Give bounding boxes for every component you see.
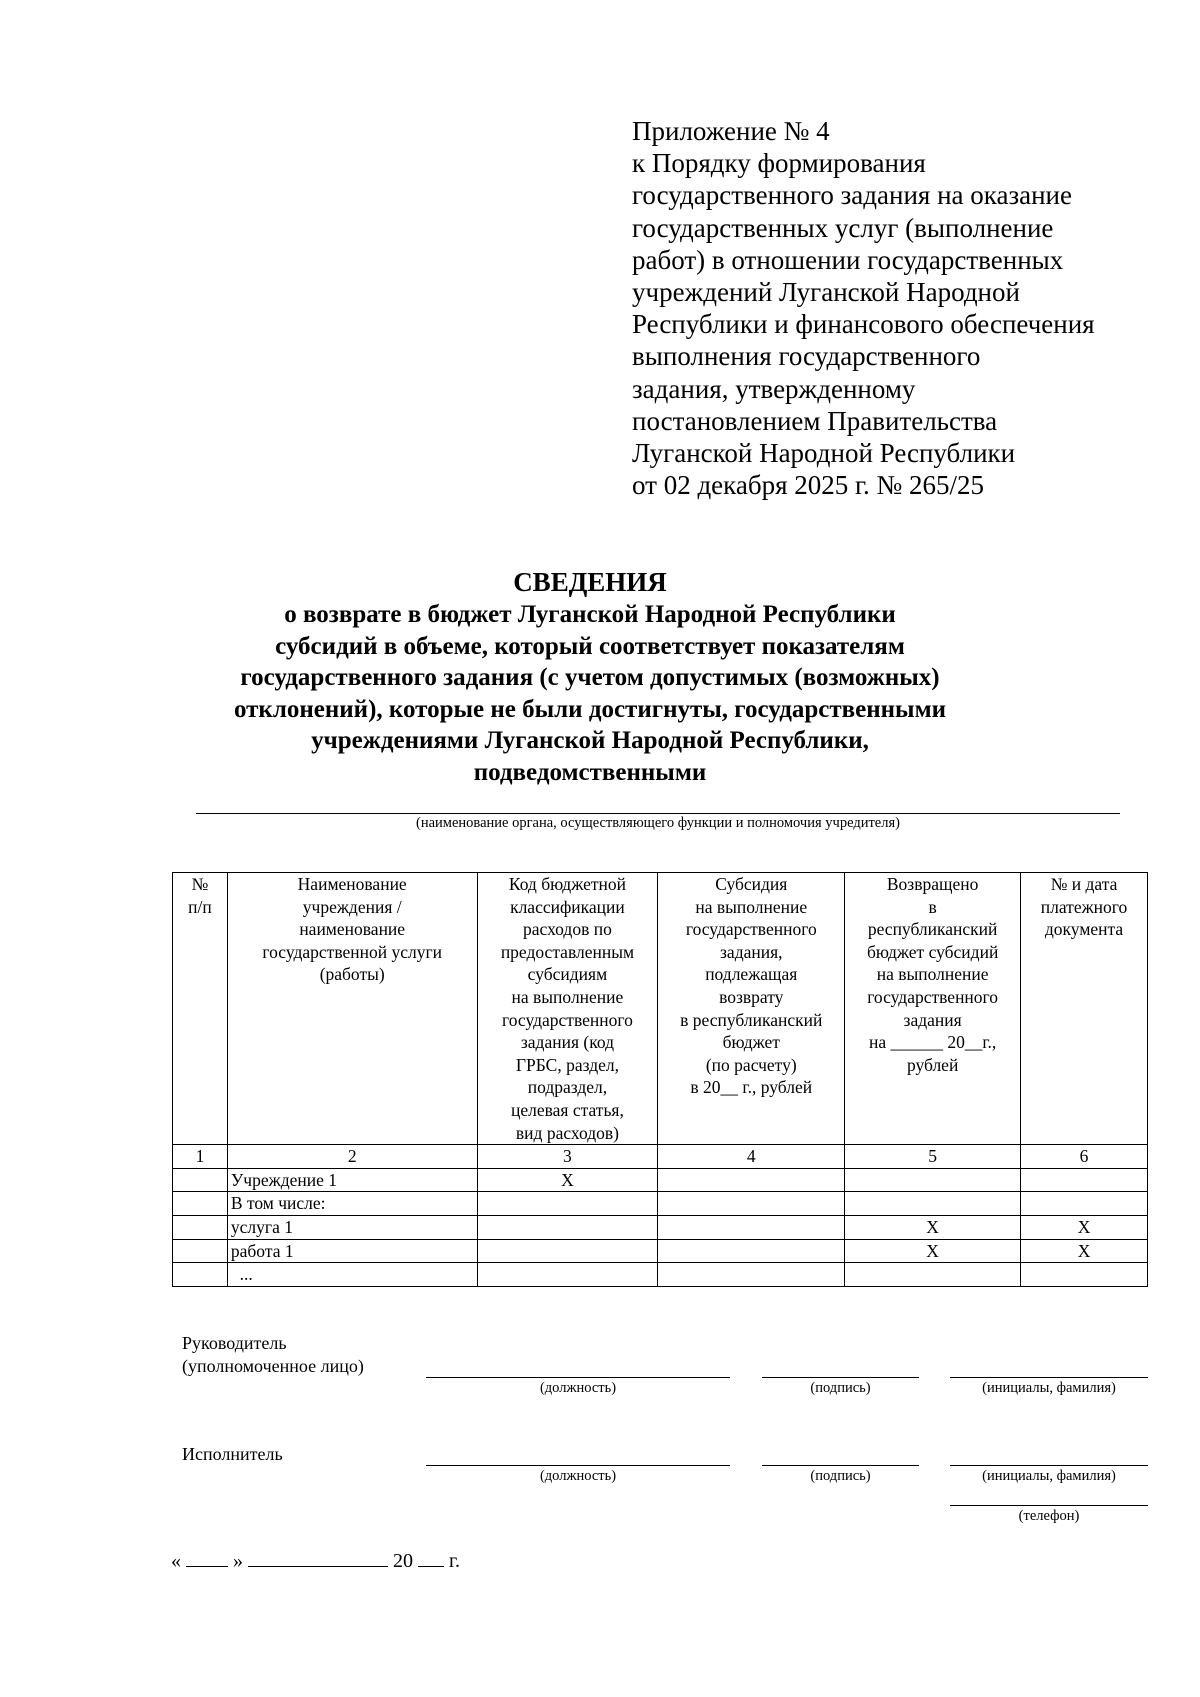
appendix-line: постановлением Правительства [632,405,998,436]
date-year-suffix: г. [449,1550,460,1572]
column-number-row [173,1145,1148,1169]
returns-table [172,872,1148,1287]
head-label-sub: (уполномоченное лицо) [182,1356,364,1376]
executor-name-caption: (инициалы, фамилия) [982,1468,1116,1484]
column-number: 3 [477,1145,658,1169]
head-position-line[interactable] [426,1377,730,1378]
table-cell[interactable] [845,1168,1021,1192]
appendix-line: от 02 декабря 2025 г. № 265/25 [632,470,985,501]
table-cell[interactable] [658,1192,845,1216]
title-line: подведомственными [473,758,707,786]
table-cell[interactable]: ... [227,1263,477,1287]
table-cell[interactable] [477,1263,658,1287]
head-signature-caption: (подпись) [810,1380,871,1396]
header-cell-budget-code: Код бюджетной классификации расходов по предоставленным субсидиям на выполнение государственного задания (код ГРБС, раздел, подраздел, целевая статья, вид расходов) [477,873,658,1145]
founder-caption: (наименование органа, осуществляющего функции и полномочия учредителя) [416,815,900,831]
table-cell[interactable] [173,1239,228,1263]
appendix-line: работ) в отношении государственных [632,244,1064,275]
head-name-caption: (инициалы, фамилия) [982,1380,1116,1396]
title-line: отклонений), которые не были достигнуты, государственными [233,695,947,723]
table-cell[interactable] [173,1192,228,1216]
executor-phone-caption: (телефон) [1018,1508,1080,1524]
head-name-line[interactable] [950,1377,1148,1378]
appendix-line: выполнения государственного [632,341,981,372]
date-day-field[interactable] [186,1550,228,1567]
table-row [173,1215,1148,1239]
executor-name-line[interactable] [950,1465,1148,1466]
appendix-line: к Порядку формирования [632,148,926,179]
title-heading: СВЕДЕНИЯ [513,567,667,597]
appendix-line: государственных услуг (выполнение [632,212,1054,243]
table-cell[interactable] [477,1239,658,1263]
table-cell[interactable]: Учреждение 1 [227,1168,477,1192]
table-cell[interactable]: В том числе: [227,1192,477,1216]
founder-input-line[interactable] [196,813,1120,814]
executor-phone-line[interactable] [950,1505,1148,1506]
table-cell[interactable] [1021,1263,1148,1287]
appendix-line: Луганской Народной Республики [632,438,1016,469]
appendix-line: Приложение № 4 [632,116,830,146]
header-cell-number: № п/п [173,873,228,1145]
executor-label: Исполнитель [182,1444,283,1464]
date-open-quote: « [171,1550,181,1572]
table-row [173,1168,1148,1192]
column-number: 6 [1021,1145,1148,1169]
appendix-line: задания, утвержденному [632,373,916,404]
date-month-field[interactable] [248,1550,388,1567]
table-cell[interactable]: услуга 1 [227,1215,477,1239]
executor-position-caption: (должность) [539,1468,617,1484]
table-cell[interactable] [658,1263,845,1287]
header-cell-name: Наименование учреждения / наименование государственной услуги (работы) [227,873,477,1145]
table-row [173,1263,1148,1287]
table-cell[interactable] [173,1215,228,1239]
date-close-quote: » [233,1550,243,1572]
header-cell-payment-doc: № и дата платежного документа [1021,873,1148,1145]
header-cell-subsidy: Субсидия на выполнение государственного задания, подлежащая возврату в республиканский бюджет (по расчету) в 20__ г., рублей [658,873,845,1145]
executor-signature-line[interactable] [762,1465,919,1466]
title-line: о возврате в бюджет Луганской Народной Республики [284,601,896,628]
table-cell[interactable]: работа 1 [227,1239,477,1263]
table-cell[interactable] [658,1215,845,1239]
column-number: 5 [845,1145,1021,1169]
table-cell[interactable] [658,1168,845,1192]
title-line: субсидий в объеме, который соответствует показателям [275,632,905,660]
header-cell-returned: Возвращено в республиканский бюджет субсидий на выполнение государственного задания на ______ 20__г., рублей [845,873,1021,1145]
table-row [173,1192,1148,1216]
appendix-block [632,115,1162,501]
title-line: учреждениями Луганской Народной Республики, [311,727,869,754]
head-label: Руководитель [182,1333,287,1353]
date-row [171,1550,460,1573]
table-cell[interactable] [658,1239,845,1263]
executor-position-line[interactable] [426,1465,730,1466]
head-position-caption: (должность) [539,1380,617,1396]
table-cell[interactable] [477,1215,658,1239]
table-header-row [173,873,1148,1145]
table-row [173,1239,1148,1263]
table-cell[interactable]: Х [477,1168,658,1192]
appendix-line: учреждений Луганской Народной [632,277,1020,308]
appendix-line: государственного задания на оказание [632,180,1072,211]
column-number: 1 [173,1145,228,1169]
table-cell[interactable] [1021,1168,1148,1192]
date-year-field[interactable] [418,1550,444,1567]
table-cell[interactable] [173,1263,228,1287]
table-cell[interactable] [477,1192,658,1216]
title-line: государственного задания (с учетом допустимых (возможных) [240,664,940,691]
column-number: 2 [227,1145,477,1169]
table-cell[interactable]: Х [1021,1215,1148,1239]
head-signature-line[interactable] [762,1377,919,1378]
table-cell[interactable] [173,1168,228,1192]
table-cell[interactable] [845,1192,1021,1216]
table-cell[interactable]: Х [1021,1239,1148,1263]
executor-signature-caption: (подпись) [810,1468,871,1484]
table-cell[interactable] [1021,1192,1148,1216]
appendix-line: Республики и финансового обеспечения [632,309,1095,340]
table-cell[interactable] [845,1263,1021,1287]
table-cell[interactable]: Х [845,1215,1021,1239]
column-number: 4 [658,1145,845,1169]
table-cell[interactable]: Х [845,1239,1021,1263]
date-year-prefix: 20 [393,1550,413,1572]
document-title [150,566,1030,788]
